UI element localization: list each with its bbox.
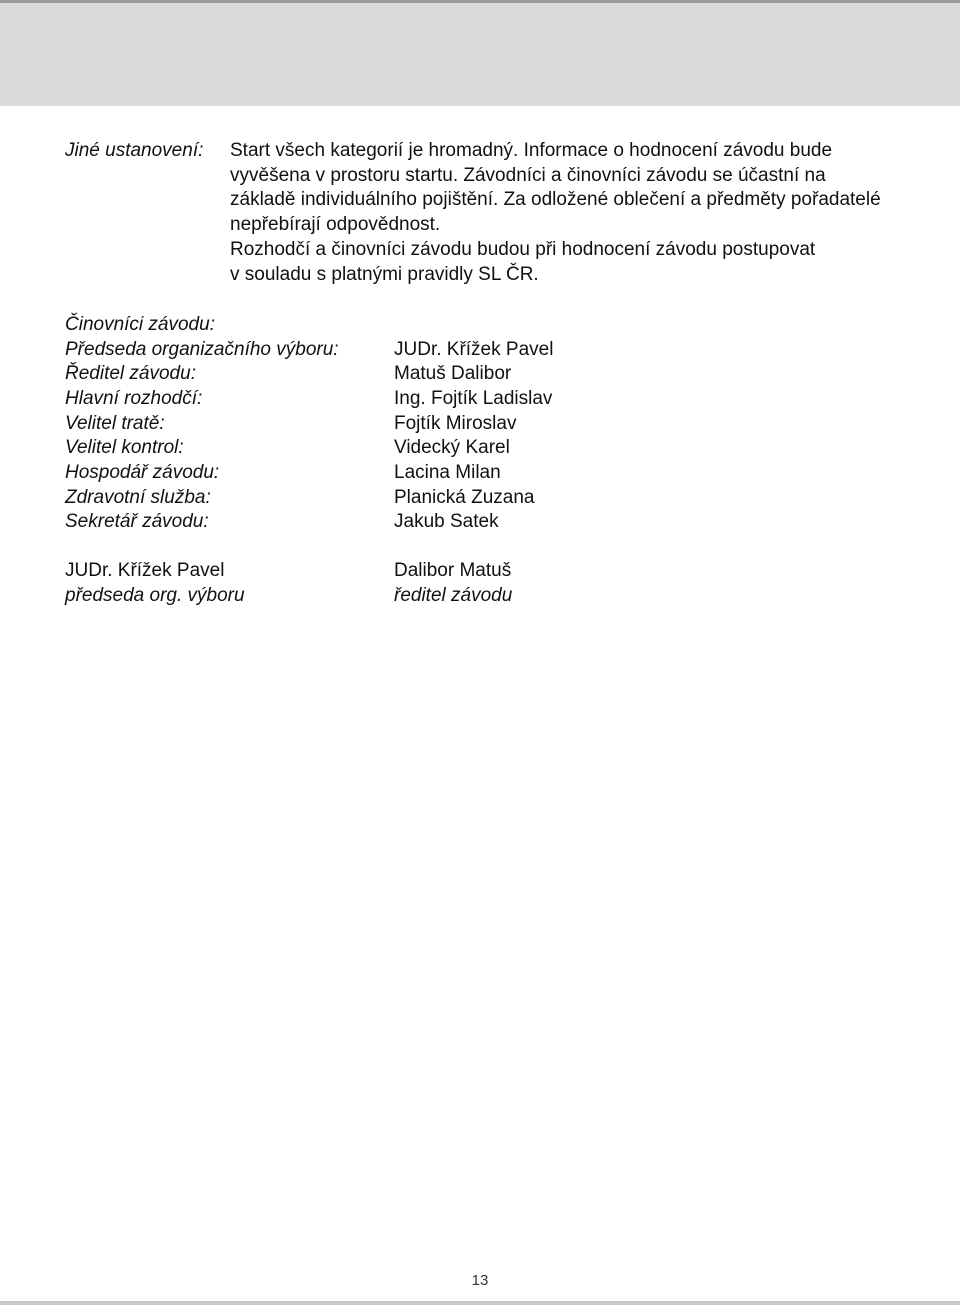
official-role: Předseda organizačního výboru: (65, 338, 339, 360)
page-number: 13 (471, 1272, 489, 1289)
other-provisions-line: základě individuálního pojištění. Za odložené oblečení a předměty pořadatelé (230, 189, 881, 211)
official-name: Matuš Dalibor (394, 363, 512, 385)
signature-block-right (394, 559, 694, 608)
officials-names-column (394, 338, 794, 536)
other-provisions-label: Jiné ustanovení: (65, 140, 204, 161)
official-role: Sekretář závodu: (65, 511, 209, 533)
official-role: Hospodář závodu: (65, 462, 220, 484)
officials-heading: Činovníci závodu: (65, 314, 215, 335)
other-provisions-line: vyvěšena v prostoru startu. Závodníci a činovníci závodu se účastní na (230, 164, 826, 186)
official-role: Zdravotní služba: (65, 486, 211, 508)
official-role: Velitel tratě: (65, 412, 165, 434)
other-provisions-line: Start všech kategorií je hromadný. Informace o hodnocení závodu bude (230, 140, 833, 161)
official-role: Ředitel závodu: (65, 363, 196, 385)
header-band (0, 0, 960, 106)
official-name: Videcký Karel (394, 437, 510, 459)
signature-block-left (65, 559, 365, 608)
official-name: JUDr. Křížek Pavel (394, 338, 554, 360)
signature-name: Dalibor Matuš (394, 560, 512, 581)
other-provisions-line: Rozhodčí a činovníci závodu budou při hodnocení závodu postupovat (230, 238, 816, 260)
footer-rule (0, 1301, 960, 1305)
signature-title: předseda org. výboru (65, 584, 245, 606)
other-provisions-line: v souladu s platnými pravidly SL ČR. (230, 263, 539, 285)
official-role: Velitel kontrol: (65, 437, 184, 459)
official-role: Hlavní rozhodčí: (65, 387, 203, 409)
official-name: Ing. Fojtík Ladislav (394, 387, 553, 409)
other-provisions-text (230, 139, 910, 287)
official-name: Fojtík Miroslav (394, 412, 517, 434)
signature-title: ředitel závodu (394, 584, 513, 606)
officials-roles-column (65, 338, 385, 536)
other-provisions-line: nepřebírají odpovědnost. (230, 214, 441, 236)
official-name: Lacina Milan (394, 462, 501, 484)
official-name: Planická Zuzana (394, 486, 535, 508)
signature-name: JUDr. Křížek Pavel (65, 560, 225, 581)
official-name: Jakub Satek (394, 511, 499, 533)
